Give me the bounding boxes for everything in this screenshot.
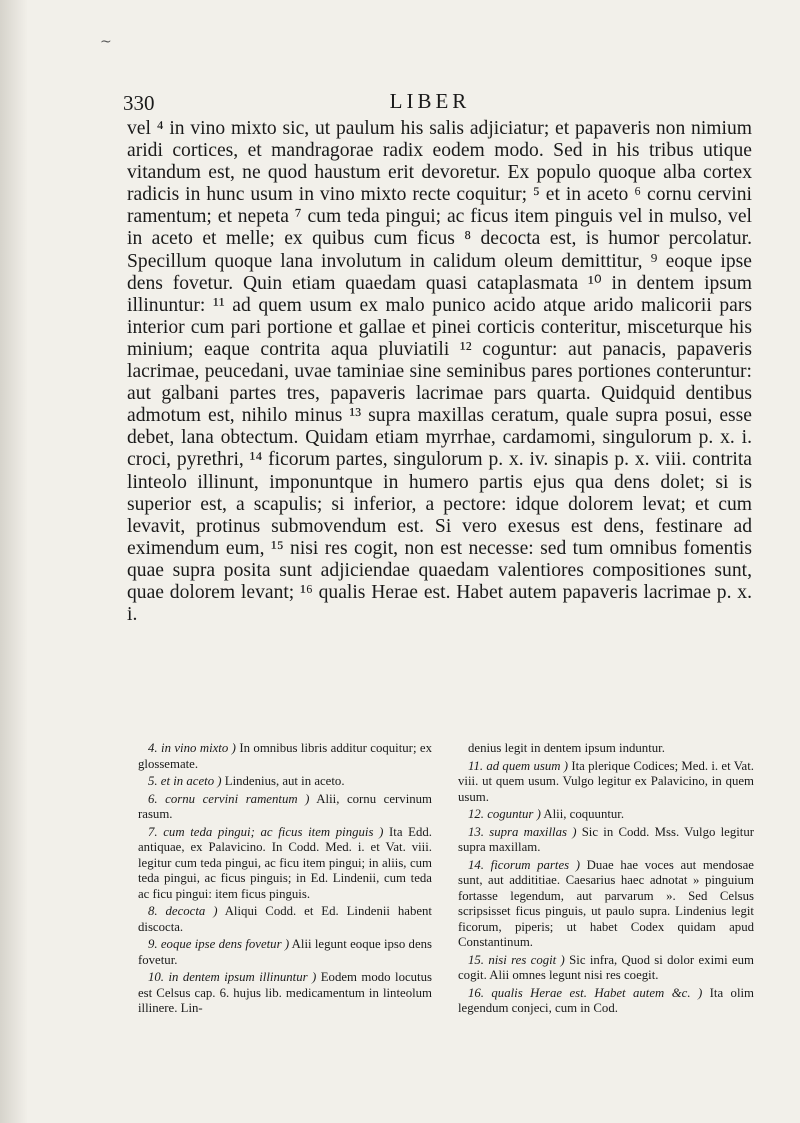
footnote-lemma: 5. et in aceto ): [148, 774, 222, 788]
main-paragraph: vel ⁴ in vino mixto sic, ut paulum his salis adjiciatur; et papaveris non nimium aridi cortices, et mandragorae radix eodem modo. Sed in his tribus utique vitandum est, ne quod haustum erit devoretur. Ex populo quoque alba cortex radicis in hunc usum in vino mixto recte coquitur; ⁵ et in aceto ⁶ cornu cervini ramentum; et nepeta ⁷ cum teda pingui; ac ficus item pinguis vel in mulso, vel in aceto et melle; ex quibus cum ficus ⁸ decocta est, is humor percolatur. Specillum quoque lana involutum in calidum oleum demittitur, ⁹ eoque ipse dens fovetur. Quin etiam quaedam quasi cataplasmata ¹⁰ in dentem ipsum illinuntur: ¹¹ ad quem usum ex malo punico acido atque arido malicorii pars interior cum pari portione et gallae et pinei corticis conteritur, misceturque his minium; eaque contrita aqua pluviatili ¹² coguntur: aut panacis, papaveris lacrimae, peucedani, uvae taminiae sine seminibus pares portiones conteruntur: aut galbani partes tres, papaveris lacrimae pars quarta. Quidquid dentibus admotum est, nihilo minus ¹³ supra maxillas ceratum, quale supra posui, esse debet, lana obtectum. Quidam etiam myrrhae, cardamomi, singulorum p. x. i. croci, pyrethri, ¹⁴ ficorum partes, singulorum p. x. iv. sinapis p. x. viii. contrita linteolo illinunt, imponuntque in humero partis ejus qua dens dolet; si is superior est, a scapulis; si inferior, a pectore: idque dolorem levat; et cum levavit, protinus submovendum est. Si vero exesus est dens, festinare ad eximendum eum, ¹⁵ nisi res cogit, non est necesse: sed tum omnibus fomentis quae supra posita sunt adjiciendae quaedam valentiores compositiones sunt, quae dolorem levant; ¹⁶ qualis Herae est. Habet autem papaveris lacrimae p. x. i.: [127, 118, 752, 626]
footnote: [138, 937, 432, 968]
footnote: [138, 904, 432, 935]
footnote-lemma: 14. ficorum partes ): [468, 857, 581, 872]
footnote-lemma: 15. nisi res cogit ): [468, 952, 565, 967]
footnote-text: Duae hae voces aut mendosae sunt, aut addititiae. Caesarius haec adnotat » pinguium fortasse legendum, aut parvarum ». Sed Celsus scripsisset ficus pinguis, ut paulo supra. Lindenius legit ficorum, piperis; ut habet Codex quidam apud Constantinum.: [458, 857, 754, 949]
footnote: [458, 986, 754, 1017]
footnote-lemma: 13. supra maxillas ): [468, 824, 577, 839]
footnote-lemma: 10. in dentem ipsum illinuntur ): [148, 970, 317, 984]
footnotes-left-column: [138, 741, 432, 1019]
footnote-lemma: 7. cum teda pingui; ac ficus item pinguis ): [148, 824, 384, 839]
footnote-text: Alii, coquuntur.: [540, 807, 625, 821]
footnote: [138, 774, 432, 790]
footnote: [458, 858, 754, 951]
footnote-lemma: 11. ad quem usum ): [468, 758, 569, 773]
footnotes-right-column: [458, 741, 754, 1019]
footnote: [458, 825, 754, 856]
footnote-lemma: 16. qualis Herae est. Habet autem &c. ): [468, 985, 703, 1000]
footnote-text: Sic infra, Quod si dolor eximi eum cogit. Alii omnes legunt nisi res coegit.: [458, 952, 755, 982]
footnote-text: Lindenius, aut in aceto.: [221, 774, 345, 788]
footnote-lemma: 12. coguntur ): [468, 807, 541, 821]
footnote-lemma: 9. eoque ipse dens fovetur ): [148, 937, 290, 951]
page-gutter-shadow: [0, 0, 28, 1123]
running-head: LIBER: [389, 89, 471, 113]
footnote: [138, 741, 432, 772]
footnote: [458, 741, 754, 757]
footnote-lemma: 8. decocta ): [148, 904, 218, 918]
main-text-block: [127, 118, 752, 626]
footnote-text: Ita Edd. antiquae, ex Palavicino. In Codd. Med. i. et Vat. viii. legitur cum teda pingui, ac ficu item pingui; in aliis, cum teda pingui, ac ficus pinguis; in Ed. Lindenii, cum teda ac ficu pingui: item ficus pinguis.: [138, 824, 432, 901]
footnote-text: Aliqui Codd. et Ed. Lindenii habent discocta.: [138, 904, 432, 934]
footnote-text: In omnibus libris additur coquitur; ex glossemate.: [138, 741, 432, 771]
footnote-lemma: 6. cornu cervini ramentum ): [148, 791, 310, 806]
footnote-lemma: 4. in vino mixto ): [148, 741, 236, 755]
footnote: [458, 759, 754, 806]
footnote: [138, 825, 432, 903]
footnote-text: Ita plerique Codices; Med. i. et Vat. viii. ut quem usum. Vulgo legitur ex Palavicino, in quem usum.: [458, 758, 754, 804]
footnote-text: denius legit in dentem ipsum induntur.: [468, 741, 665, 755]
corner-mark: ~: [100, 34, 112, 50]
footnote-text: Alii, cornu cervinum rasum.: [138, 791, 432, 821]
footnote-text: Eodem modo locutus est Celsus cap. 6. hujus lib. medicamentum in linteolum illinere. Lin-: [138, 970, 432, 1015]
footnote-text: Sic in Codd. Mss. Vulgo legitur supra maxillam.: [458, 824, 754, 854]
footnote: [138, 792, 432, 823]
footnote: [138, 970, 432, 1017]
footnote: [458, 807, 754, 823]
footnote-text: Ita olim legendum conjeci, cum in Cod.: [458, 985, 755, 1015]
page-number: 330: [123, 91, 155, 115]
footnote: [458, 953, 754, 984]
notes-divider: [440, 738, 441, 1068]
footnote-text: Alii legunt eoque ipso dens fovetur.: [138, 937, 433, 967]
